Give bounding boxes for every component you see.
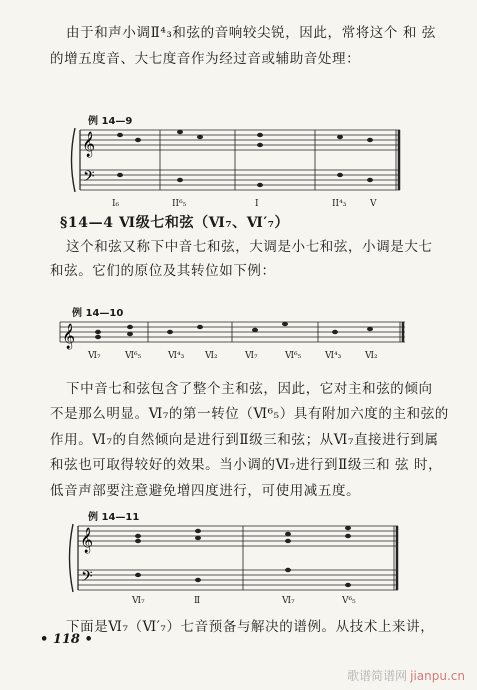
page-number: • 118 • [40, 632, 93, 647]
svg-text:𝄞: 𝄞 [80, 528, 94, 553]
text-line: 和弦也可取得较好的效果。当小调的Ⅵ₇进行到Ⅱ级三和 弦 时， [50, 457, 443, 473]
roman-numeral: Ⅵ₂ [205, 351, 218, 361]
example-label: 例 14—10 [72, 308, 124, 319]
text-line: 下中音七和弦包含了整个主和弦，因此，它对主和弦的倾向 [66, 381, 433, 397]
text-line: 的增五度音、大七度音作为经过音或辅助音处理： [50, 51, 361, 67]
roman-numeral: I [255, 199, 259, 209]
text-line: 这个和弦又称下中音七和弦，大调是小七和弦，小调是大七 [66, 239, 433, 255]
roman-numeral: II⁴₃ [332, 199, 347, 209]
roman-numeral: Ⅵ⁴₃ [168, 351, 185, 361]
watermark-site: jianpu.cn [410, 669, 465, 683]
roman-numeral: Ⅵ₇ [132, 596, 145, 606]
roman-numeral: Ⅵ₇ [88, 351, 101, 361]
text-line: 下面是Ⅵ₇（Ⅵ′₇）七音预备与解决的谱例。从技术上来讲， [66, 619, 435, 635]
watermark [347, 667, 465, 684]
roman-numeral: II⁶₅ [172, 199, 187, 209]
roman-numeral: V⁶₅ [342, 596, 356, 606]
text-line: 由于和声小调Ⅱ⁴₃和弦的音响较尖锐，因此，常将这个 和 弦 [66, 25, 436, 41]
roman-numeral: Ⅵ₇ [245, 351, 258, 361]
music-example-14-9 [60, 118, 420, 209]
roman-numeral: Ⅱ [194, 596, 201, 606]
music-example-14-11 [58, 514, 420, 604]
roman-numeral: I₆ [112, 199, 120, 209]
roman-numeral: V [370, 199, 377, 209]
watermark-text: 歌谱简谱网 [347, 669, 408, 683]
text-line: 低音声部要注意避免增四度进行，可使用减五度。 [50, 483, 361, 499]
section-heading: §14—4 Ⅵ级七和弦（Ⅵ₇、Ⅵ′₇） [60, 215, 290, 231]
example-label: 例 14—9 [88, 116, 133, 127]
svg-text:𝄞: 𝄞 [62, 324, 76, 349]
music-example-14-10 [60, 312, 420, 364]
roman-numeral: Ⅵ₇ [282, 596, 295, 606]
roman-numeral: Ⅵ⁶₅ [125, 351, 142, 361]
text-line: 和弦。它们的原位及其转位如下例： [50, 263, 276, 279]
roman-numeral: Ⅵ₂ [365, 351, 378, 361]
roman-numeral: Ⅵ⁶₅ [285, 351, 302, 361]
text-line: 不是那么明显。Ⅵ₇的第一转位（Ⅵ⁶₅）具有附加六度的主和弦的 [50, 406, 449, 422]
text-line: 作用。Ⅵ₇的自然倾向是进行到Ⅱ级三和弦；从Ⅵ₇直接进行到属 [50, 432, 439, 448]
svg-text:𝄞: 𝄞 [82, 132, 96, 157]
svg-text:𝄢: 𝄢 [83, 168, 95, 189]
example-label: 例 14—11 [88, 512, 140, 523]
roman-numeral: Ⅵ⁴₃ [325, 351, 342, 361]
svg-text:𝄢: 𝄢 [81, 568, 93, 589]
